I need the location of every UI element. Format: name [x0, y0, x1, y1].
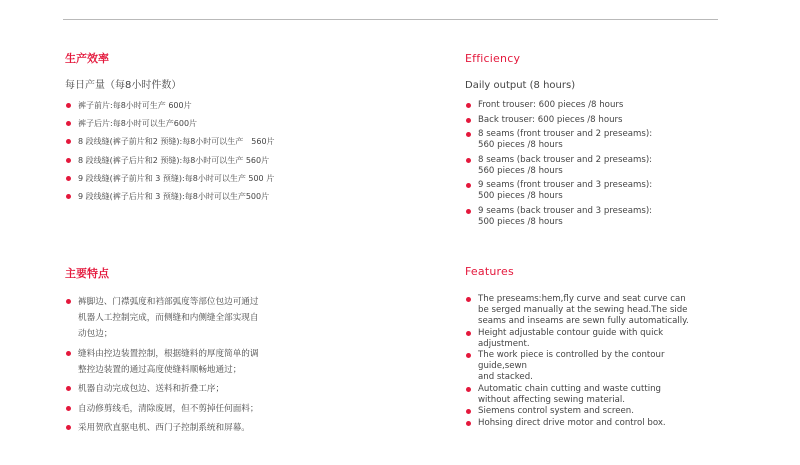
list-item: The preseams:hem,fly curve and seat curve can be serged manually at the sewing head.The side seams and inseams are sewn fully automatically.	[465, 294, 765, 327]
list-item: 9 段线缝(裤子前片和 3 预缝):每8小时可以生产 500 片	[65, 173, 425, 185]
efficiency-en-subtitle: Daily output (8 hours)	[465, 80, 576, 91]
list-item: Back trouser: 600 pieces /8 hours	[465, 115, 765, 126]
efficiency-zh-subtitle: 每日产量（每8小时件数）	[65, 80, 182, 91]
list-item: 8 段线缝(裤子后片和2 预缝):每8小时可以生产 560片	[65, 155, 425, 167]
features-zh-list	[65, 294, 425, 436]
efficiency-zh-section	[65, 52, 425, 209]
list-item: 8 seams (front trouser and 2 preseams): 560 pieces /8 hours	[465, 129, 765, 151]
efficiency-en-section	[465, 52, 765, 232]
list-item: 裤子后片:每8小时可以生产600片	[65, 118, 425, 130]
features-en-list	[465, 294, 765, 429]
top-divider	[63, 19, 718, 20]
list-item: 自动修剪线毛，清除废屑，但不剪掉任何面料；	[65, 401, 425, 417]
list-item: 缝料由控边装置控制，根据缝料的厚度简单的调 整控边装置的通过高度使缝料顺畅地通过；	[65, 346, 425, 378]
list-item: 8 seams (back trouser and 2 preseams): 560 pieces /8 hours	[465, 155, 765, 177]
efficiency-en-list	[465, 100, 765, 228]
efficiency-en-title: Efficiency	[465, 52, 521, 65]
list-item: Hohsing direct drive motor and control box.	[465, 418, 765, 429]
list-item: 9 段线缝(裤子后片和 3 预缝):每8小时可以生产500片	[65, 191, 425, 203]
efficiency-zh-title: 生产效率	[65, 52, 109, 65]
list-item: 机器自动完成包边、送料和折叠工序；	[65, 381, 425, 397]
features-en-title: Features	[465, 265, 514, 278]
list-item: Height adjustable contour guide with quick adjustment.	[465, 328, 765, 350]
list-item: 8 段线缝(裤子前片和2 预缝):每8小时可以生产 560片	[65, 136, 425, 148]
features-en-section	[465, 265, 765, 430]
list-item: Siemens control system and screen.	[465, 406, 765, 417]
list-item: Automatic chain cutting and waste cutting without affecting sewing material.	[465, 384, 765, 406]
list-item: 裤子前片:每8小时可生产 600片	[65, 100, 425, 112]
list-item: 9 seams (front trouser and 3 preseams): 500 pieces /8 hours	[465, 180, 765, 202]
features-zh-title: 主要特点	[65, 267, 109, 280]
list-item: The work piece is controlled by the contour guide,sewn and stacked.	[465, 350, 765, 383]
features-zh-section	[65, 267, 425, 440]
efficiency-zh-list	[65, 100, 425, 203]
list-item: 采用贺欣直驱电机、西门子控制系统和屏幕。	[65, 420, 425, 436]
list-item: 裤脚边、门襟弧度和裆部弧度等部位包边可通过 机器人工控制完成，而侧缝和内侧缝全部实现自 动包边；	[65, 294, 425, 342]
list-item: 9 seams (back trouser and 3 preseams): 500 pieces /8 hours	[465, 206, 765, 228]
list-item: Front trouser: 600 pieces /8 hours	[465, 100, 765, 111]
